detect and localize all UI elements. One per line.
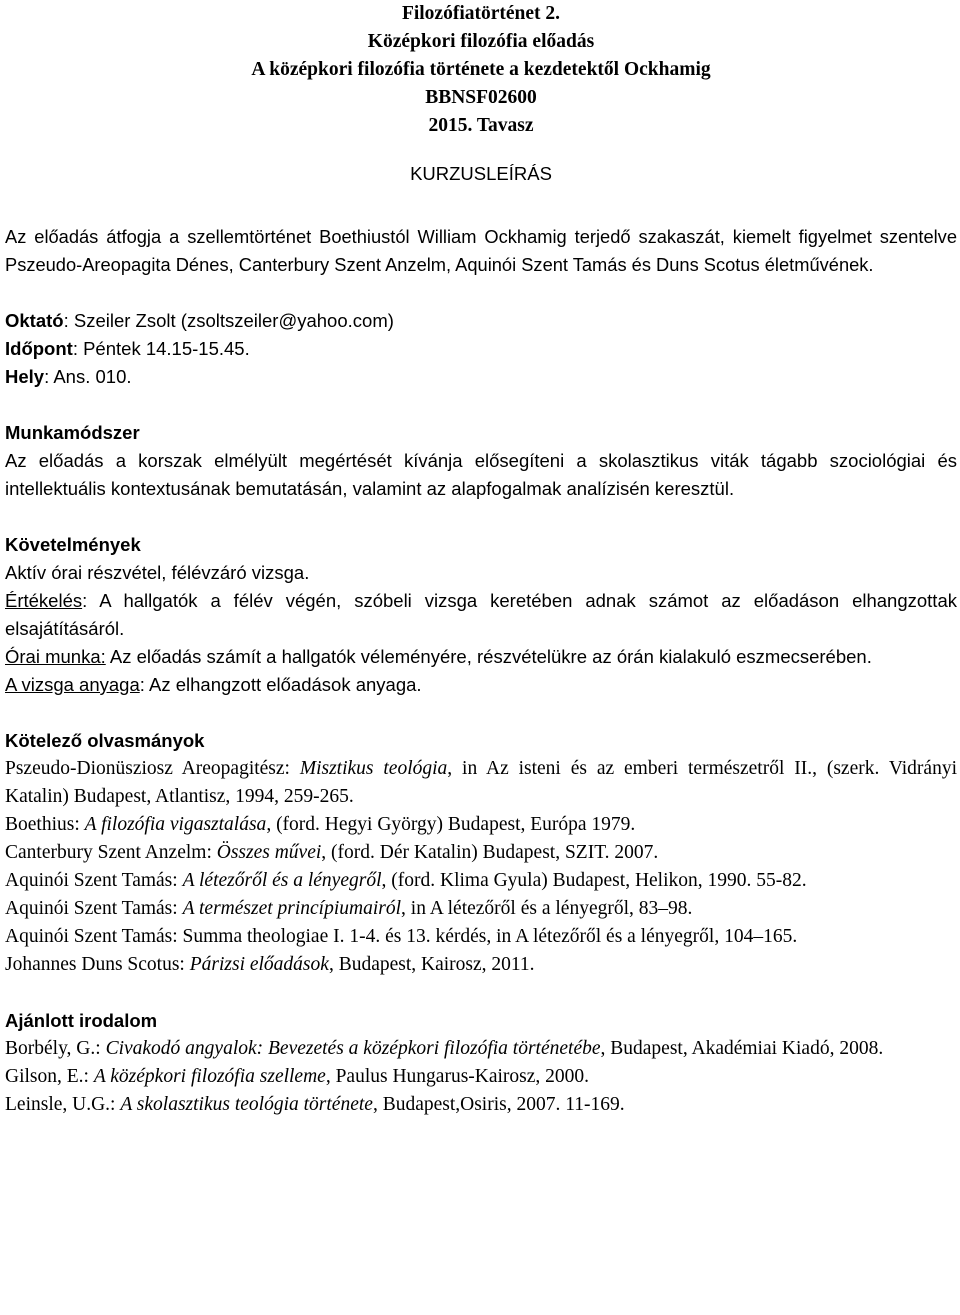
- oktato-value: : Szeiler Zsolt (zsoltszeiler@yahoo.com): [63, 310, 394, 331]
- reading-details: , in Az isteni és az emberi természetről II., (szerk. Vidrányi Katalin) Budapest, Atlantisz, 1994, 259-265.: [5, 758, 958, 807]
- reading-title: A filozófia vigasztalása: [84, 814, 267, 835]
- kurzusleiras-heading: KURZUSLEÍRÁS: [410, 163, 552, 184]
- reading-author: Pszeudo-Dionüsziosz Areopagitész:: [5, 758, 300, 779]
- kovetelmenyek-heading: Követelmények: [5, 534, 141, 555]
- reading-item: [5, 811, 957, 839]
- recommended-author: Leinsle, U.G.:: [5, 1094, 121, 1115]
- reading-author: Johannes Duns Scotus:: [5, 954, 190, 975]
- recommended-title: Civakodó angyalok: Bevezetés a középkori filozófia történetébe: [105, 1038, 601, 1059]
- orai-munka-text: Az előadás számít a hallgatók véleményére, részvételükre az órán kialakuló eszmecserében.: [105, 646, 872, 667]
- reading-author: Canterbury Szent Anzelm:: [5, 842, 217, 863]
- recommended-details: , Budapest, Akadémiai Kiadó, 2008.: [600, 1038, 884, 1059]
- reading-title: A létezőről és a lényegről: [182, 870, 382, 891]
- ertekeles-label: Értékelés: [5, 590, 83, 611]
- ajanlott-list: [5, 1035, 957, 1119]
- vizsga-anyaga-paragraph: [5, 671, 957, 699]
- reading-details: , Budapest, Kairosz, 2011.: [328, 954, 535, 975]
- munkamodszer-text: Az előadás a korszak elmélyült megértését kívánja elősegíteni a skolasztikus viták tágabb szociológiai és intellektuális kontextusának bemutatásán, valamint az alapfogalmak analízisén keresztül.: [5, 450, 957, 499]
- recommended-item: [5, 1091, 957, 1119]
- reading-item: Aquinói Szent Tamás: Summa theologiae I. 1-4. és 13. kérdés, in A létezőről és a lényegről, 104–165.: [5, 926, 798, 947]
- munkamodszer-heading: Munkamódszer: [5, 422, 140, 443]
- reading-author: Boethius:: [5, 814, 85, 835]
- course-subtitle: Középkori filozófia előadás: [367, 31, 595, 52]
- hely-value: : Ans. 010.: [44, 366, 132, 387]
- document-header: [5, 0, 957, 140]
- reading-item: [5, 867, 957, 895]
- reading-item: [5, 839, 957, 867]
- kotelezo-heading: Kötelező olvasmányok: [5, 730, 205, 751]
- reading-item: [5, 755, 957, 811]
- course-title: Filozófiatörténet 2.: [401, 3, 561, 24]
- recommended-author: Borbély, G.:: [5, 1038, 106, 1059]
- oktato-line: [5, 307, 957, 335]
- recommended-author: Gilson, E.:: [5, 1066, 94, 1087]
- kurzusleiras-text: Az előadás átfogja a szellemtörténet Boethiustól William Ockhamig terjedő szakaszát, kiemelt figyelmet szentelve Pszeudo-Areopagita Dénes, Canterbury Szent Anzelm, Aquinói Szent Tamás és Duns Scotus életművének.: [5, 226, 957, 275]
- orai-munka-label: Órai munka:: [5, 646, 106, 667]
- reading-title: Összes művei: [216, 842, 322, 863]
- reading-title: Párizsi előadások: [189, 954, 329, 975]
- kovetelmenyek-line: Aktív órai részvétel, félévzáró vizsga.: [5, 562, 310, 583]
- ertekeles-paragraph: [5, 587, 957, 643]
- reading-details: , in A létezőről és a lényegről, 83–98.: [401, 898, 693, 919]
- reading-details: , (ford. Klima Gyula) Budapest, Helikon, 1990. 55-82.: [381, 870, 807, 891]
- recommended-details: , Budapest,Osiris, 2007. 11-169.: [372, 1094, 625, 1115]
- reading-item: [5, 895, 957, 923]
- course-code: BBNSF02600: [425, 87, 537, 108]
- recommended-item: [5, 1063, 957, 1091]
- reading-author: Aquinói Szent Tamás:: [5, 898, 183, 919]
- reading-title: A természet princípiumairól: [182, 898, 402, 919]
- hely-label: Hely: [5, 366, 45, 387]
- reading-details: , (ford. Hegyi György) Budapest, Európa 1979.: [266, 814, 636, 835]
- ajanlott-heading: Ajánlott irodalom: [5, 1010, 158, 1031]
- kotelezo-list: [5, 755, 957, 979]
- vizsga-anyaga-text: : Az elhangzott előadások anyaga.: [139, 674, 422, 695]
- idopont-line: [5, 335, 957, 363]
- idopont-value: : Péntek 14.15-15.45.: [72, 338, 250, 359]
- reading-item: [5, 951, 957, 979]
- reading-author: Aquinói Szent Tamás:: [5, 870, 183, 891]
- recommended-details: , Paulus Hungarus-Kairosz, 2000.: [325, 1066, 590, 1087]
- reading-title: Misztikus teológia: [299, 758, 448, 779]
- recommended-title: A skolasztikus teológia története: [120, 1094, 373, 1115]
- idopont-label: Időpont: [5, 338, 73, 359]
- hely-line: [5, 363, 957, 391]
- recommended-item: [5, 1035, 957, 1063]
- orai-munka-paragraph: [5, 643, 957, 671]
- course-topic: A középkori filozófia története a kezdetektől Ockhamig: [251, 59, 711, 80]
- ertekeles-text: : A hallgatók a félév végén, szóbeli vizsga keretében adnak számot az előadáson elhangzottak elsajátításáról.: [5, 590, 957, 639]
- oktato-label: Oktató: [5, 310, 64, 331]
- reading-details: , (ford. Dér Katalin) Budapest, SZIT. 2007.: [321, 842, 659, 863]
- course-info: [5, 307, 957, 391]
- document-page: [5, 0, 957, 1119]
- vizsga-anyaga-label: A vizsga anyaga: [5, 674, 140, 695]
- course-semester: 2015. Tavasz: [428, 115, 534, 136]
- recommended-title: A középkori filozófia szelleme: [93, 1066, 326, 1087]
